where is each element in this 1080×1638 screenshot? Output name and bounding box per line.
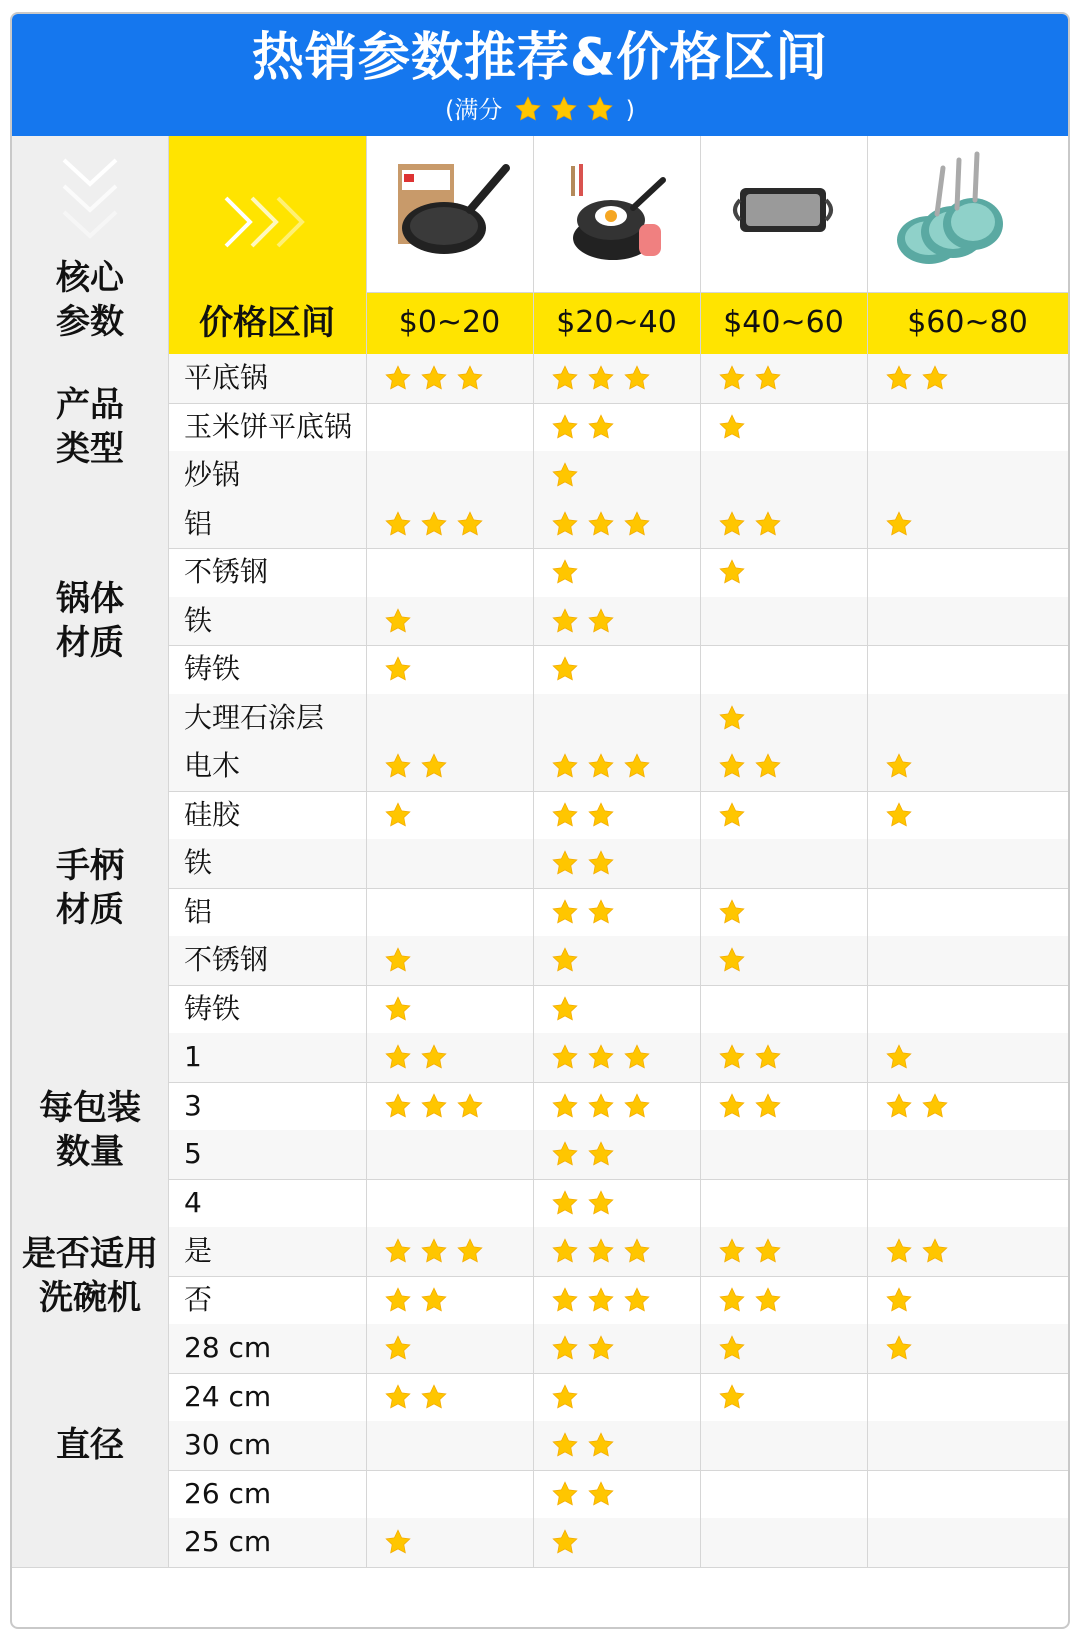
star-rating (551, 1130, 615, 1179)
star-rating (885, 500, 913, 549)
row-label: 硅胶 (184, 797, 241, 831)
star-rating (384, 597, 412, 646)
star-icon (623, 752, 651, 780)
price-range-label: 价格区间 (199, 303, 335, 343)
star-icon (587, 1334, 615, 1362)
star-icon (456, 1092, 484, 1120)
star-rating (718, 1033, 782, 1082)
star-icon (456, 364, 484, 392)
star-icon (551, 413, 579, 441)
row-label: 不锈钢 (184, 943, 269, 976)
star-rating (384, 500, 484, 549)
row-label: 26 cm (184, 1476, 272, 1510)
star-icon (551, 849, 579, 877)
star-icon (718, 1043, 746, 1071)
star-icon (587, 752, 615, 780)
star-icon (885, 1092, 913, 1120)
full-score-close: ) (625, 96, 636, 124)
star-icon (551, 1528, 579, 1556)
full-score-open: (满分 (444, 96, 503, 124)
star-icon (754, 1237, 782, 1265)
star-rating (551, 1179, 615, 1228)
star-icon (420, 1286, 448, 1314)
group-label: 直径 (56, 1425, 124, 1466)
star-icon (623, 364, 651, 392)
star-icon (551, 364, 579, 392)
star-icon (587, 849, 615, 877)
row-label: 是 (184, 1234, 213, 1267)
star-icon (885, 510, 913, 538)
star-icon (718, 801, 746, 829)
star-rating (551, 451, 579, 500)
star-icon (384, 607, 412, 635)
star-icon (587, 1043, 615, 1071)
star-rating (384, 1033, 448, 1082)
row-divider (168, 888, 1068, 889)
star-icon (921, 1092, 949, 1120)
star-icon (551, 558, 579, 586)
star-rating (885, 354, 949, 403)
star-icon (456, 1237, 484, 1265)
title-banner (12, 14, 1068, 136)
star-icon (384, 752, 412, 780)
star-icon (384, 364, 412, 392)
row-background (168, 451, 1068, 500)
star-rating (384, 354, 484, 403)
star-icon (623, 1092, 651, 1120)
star-rating (551, 548, 579, 597)
star-icon (754, 1092, 782, 1120)
star-icon (420, 1092, 448, 1120)
star-icon (384, 1092, 412, 1120)
star-icon (551, 1237, 579, 1265)
star-icon (456, 510, 484, 538)
star-icon (551, 801, 579, 829)
star-rating (718, 694, 746, 743)
star-icon (587, 898, 615, 926)
star-icon (718, 704, 746, 732)
row-background (168, 1324, 1068, 1373)
product-image-2 (533, 136, 700, 292)
star-rating (551, 403, 615, 452)
star-icon (754, 510, 782, 538)
star-icon (754, 752, 782, 780)
star-icon (384, 1043, 412, 1071)
star-rating (384, 1373, 448, 1422)
star-rating (551, 1470, 615, 1519)
star-icon (754, 1286, 782, 1314)
row-background (168, 1518, 1068, 1567)
star-icon (754, 364, 782, 392)
star-icon (623, 1286, 651, 1314)
star-icon (384, 995, 412, 1023)
column-divider (700, 136, 701, 1567)
star-icon (718, 1334, 746, 1362)
star-icon (623, 1237, 651, 1265)
star-icon (587, 1237, 615, 1265)
row-label: 30 cm (184, 1428, 272, 1461)
star-icon (551, 1140, 579, 1168)
row-label: 25 cm (184, 1525, 272, 1558)
star-rating (384, 645, 412, 694)
row-label: 铁 (184, 603, 213, 637)
star-icon (885, 1043, 913, 1071)
star-icon (551, 461, 579, 489)
star-icon (384, 655, 412, 683)
chevron-down-icon (60, 156, 120, 242)
star-rating (384, 1324, 412, 1373)
star-rating (384, 1082, 484, 1131)
star-icon (587, 413, 615, 441)
star-rating (718, 791, 746, 840)
star-icon (718, 413, 746, 441)
price-column-2: $20~40 (556, 305, 677, 340)
star-icon (587, 1092, 615, 1120)
star-icon (718, 946, 746, 974)
star-rating (551, 1033, 651, 1082)
row-divider (168, 985, 1068, 986)
star-rating (551, 1421, 615, 1470)
star-icon (718, 1092, 746, 1120)
star-icon (587, 607, 615, 635)
star-icon (384, 1286, 412, 1314)
star-icon (551, 1480, 579, 1508)
star-icon (587, 1480, 615, 1508)
star-icon (420, 1043, 448, 1071)
row-divider (168, 1179, 1068, 1180)
star-rating (718, 888, 746, 937)
star-rating (885, 1324, 913, 1373)
row-label: 5 (184, 1137, 202, 1170)
star-rating (384, 791, 412, 840)
parameter-table (12, 136, 1068, 1629)
star-rating (551, 1276, 651, 1325)
star-rating (551, 791, 615, 840)
chevron-right-icon (222, 194, 314, 250)
star-rating (551, 1227, 651, 1276)
star-rating (551, 839, 615, 888)
row-label: 不锈钢 (184, 555, 269, 588)
star-icon (551, 752, 579, 780)
star-icon (586, 95, 614, 123)
row-label: 玉米饼平底锅 (184, 409, 353, 443)
star-icon (718, 510, 746, 538)
star-icon (384, 946, 412, 974)
star-rating (718, 548, 746, 597)
group-label: 是否适用 洗碗机 (22, 1233, 158, 1318)
infographic-card (10, 12, 1070, 1629)
star-icon (551, 1383, 579, 1411)
star-icon (718, 752, 746, 780)
star-icon (551, 898, 579, 926)
star-rating (718, 1082, 782, 1131)
group-label: 产品 类型 (56, 384, 124, 469)
row-label: 28 cm (184, 1331, 272, 1364)
group-label: 手柄 材质 (56, 845, 124, 930)
star-icon (551, 607, 579, 635)
row-label: 铝 (184, 894, 213, 928)
green-frying-pan-set-icon (867, 136, 1034, 292)
star-rating (718, 1227, 782, 1276)
star-rating (384, 985, 412, 1034)
star-icon (623, 1043, 651, 1071)
star-rating (551, 1324, 615, 1373)
star-rating (384, 742, 448, 791)
star-icon (384, 1528, 412, 1556)
star-icon (551, 655, 579, 683)
corner-cell (12, 136, 168, 354)
star-rating (718, 403, 746, 452)
star-icon (587, 1189, 615, 1217)
star-rating (718, 936, 746, 985)
column-divider (168, 136, 169, 1567)
star-icon (718, 364, 746, 392)
star-rating (885, 1033, 913, 1082)
star-icon (551, 1286, 579, 1314)
star-rating (551, 500, 651, 549)
star-rating (551, 1518, 579, 1567)
star-rating (384, 1227, 484, 1276)
star-rating (885, 1276, 913, 1325)
star-icon (384, 801, 412, 829)
row-label: 3 (184, 1088, 202, 1122)
star-icon (587, 510, 615, 538)
star-icon (420, 1237, 448, 1265)
row-label: 大理石涂层 (184, 700, 325, 734)
row-label: 电木 (184, 749, 241, 782)
star-icon (551, 1431, 579, 1459)
row-background (168, 597, 1068, 646)
griddle-pan-icon (700, 136, 867, 292)
star-icon (551, 510, 579, 538)
row-divider (12, 1567, 1068, 1568)
row-divider (168, 1373, 1068, 1374)
star-rating (718, 1373, 746, 1422)
star-icon (420, 1383, 448, 1411)
star-icon (885, 801, 913, 829)
star-icon (420, 752, 448, 780)
star-icon (551, 1043, 579, 1071)
group-label: 锅体 材质 (56, 578, 124, 663)
star-icon (587, 364, 615, 392)
column-divider (867, 136, 868, 1567)
star-icon (718, 1237, 746, 1265)
star-rating (718, 500, 782, 549)
star-rating (718, 742, 782, 791)
star-rating (885, 1082, 949, 1131)
star-rating (551, 597, 615, 646)
star-rating (551, 645, 579, 694)
star-icon (587, 1431, 615, 1459)
price-column-3: $40~60 (723, 305, 844, 340)
star-icon (885, 1334, 913, 1362)
star-rating (384, 1518, 412, 1567)
header-divider (366, 292, 1068, 293)
star-rating (551, 985, 579, 1034)
star-icon (550, 95, 578, 123)
star-icon (885, 1237, 913, 1265)
star-icon (718, 898, 746, 926)
row-label: 1 (184, 1040, 202, 1073)
row-label: 平底锅 (184, 361, 269, 394)
star-icon (551, 1334, 579, 1362)
row-background (168, 936, 1068, 985)
star-icon (384, 1383, 412, 1411)
star-icon (754, 1043, 782, 1071)
star-icon (551, 946, 579, 974)
core-params-label: 核心 参数 (56, 258, 124, 342)
row-divider (168, 548, 1068, 549)
star-icon (551, 1092, 579, 1120)
star-icon (384, 1237, 412, 1265)
star-rating (885, 791, 913, 840)
star-icon (885, 364, 913, 392)
row-divider (168, 1470, 1068, 1471)
skillet-set-with-egg-and-mitt-icon (533, 136, 700, 292)
column-divider (533, 136, 534, 1567)
row-divider (168, 645, 1068, 646)
price-column-4: $60~80 (907, 305, 1028, 340)
star-rating (551, 354, 651, 403)
star-icon (587, 1140, 615, 1168)
page-title: 热销参数推荐&价格区间 (251, 28, 829, 88)
star-icon (420, 364, 448, 392)
price-column-1: $0~20 (398, 305, 501, 340)
star-rating (885, 1227, 949, 1276)
star-rating (551, 888, 615, 937)
product-image-3 (700, 136, 867, 292)
star-icon (384, 1334, 412, 1362)
row-background (168, 839, 1068, 888)
star-icon (551, 1189, 579, 1217)
star-rating (551, 936, 579, 985)
row-label: 炒锅 (184, 458, 241, 491)
star-icon (551, 995, 579, 1023)
row-background (168, 1421, 1068, 1470)
row-label: 铸铁 (184, 991, 241, 1025)
group-label: 每包装 数量 (39, 1088, 141, 1172)
row-label: 4 (184, 1185, 202, 1219)
cast-iron-skillet-with-box-icon (366, 136, 533, 292)
full-score-note (12, 94, 1068, 126)
row-divider (168, 791, 1068, 792)
row-label: 铁 (184, 846, 213, 879)
star-icon (514, 95, 542, 123)
column-divider (366, 136, 367, 1567)
star-icon (718, 1383, 746, 1411)
row-label: 铝 (184, 506, 213, 540)
star-icon (420, 510, 448, 538)
full-score-stars (510, 96, 618, 124)
star-icon (885, 752, 913, 780)
star-icon (718, 558, 746, 586)
star-icon (587, 1286, 615, 1314)
star-icon (623, 510, 651, 538)
star-rating (885, 742, 913, 791)
star-icon (587, 801, 615, 829)
star-rating (384, 1276, 448, 1325)
star-icon (885, 1286, 913, 1314)
star-rating (551, 742, 651, 791)
product-image-1 (366, 136, 533, 292)
star-rating (551, 1082, 651, 1131)
star-icon (384, 510, 412, 538)
star-rating (551, 1373, 579, 1422)
star-rating (718, 1324, 746, 1373)
star-icon (718, 1286, 746, 1314)
star-rating (718, 354, 782, 403)
product-image-4 (867, 136, 1034, 292)
row-label: 铸铁 (184, 652, 241, 685)
row-label: 24 cm (184, 1379, 272, 1413)
star-icon (921, 1237, 949, 1265)
star-rating (384, 936, 412, 985)
row-background (168, 1130, 1068, 1179)
star-icon (921, 364, 949, 392)
row-label: 否 (184, 1282, 213, 1316)
star-rating (718, 1276, 782, 1325)
